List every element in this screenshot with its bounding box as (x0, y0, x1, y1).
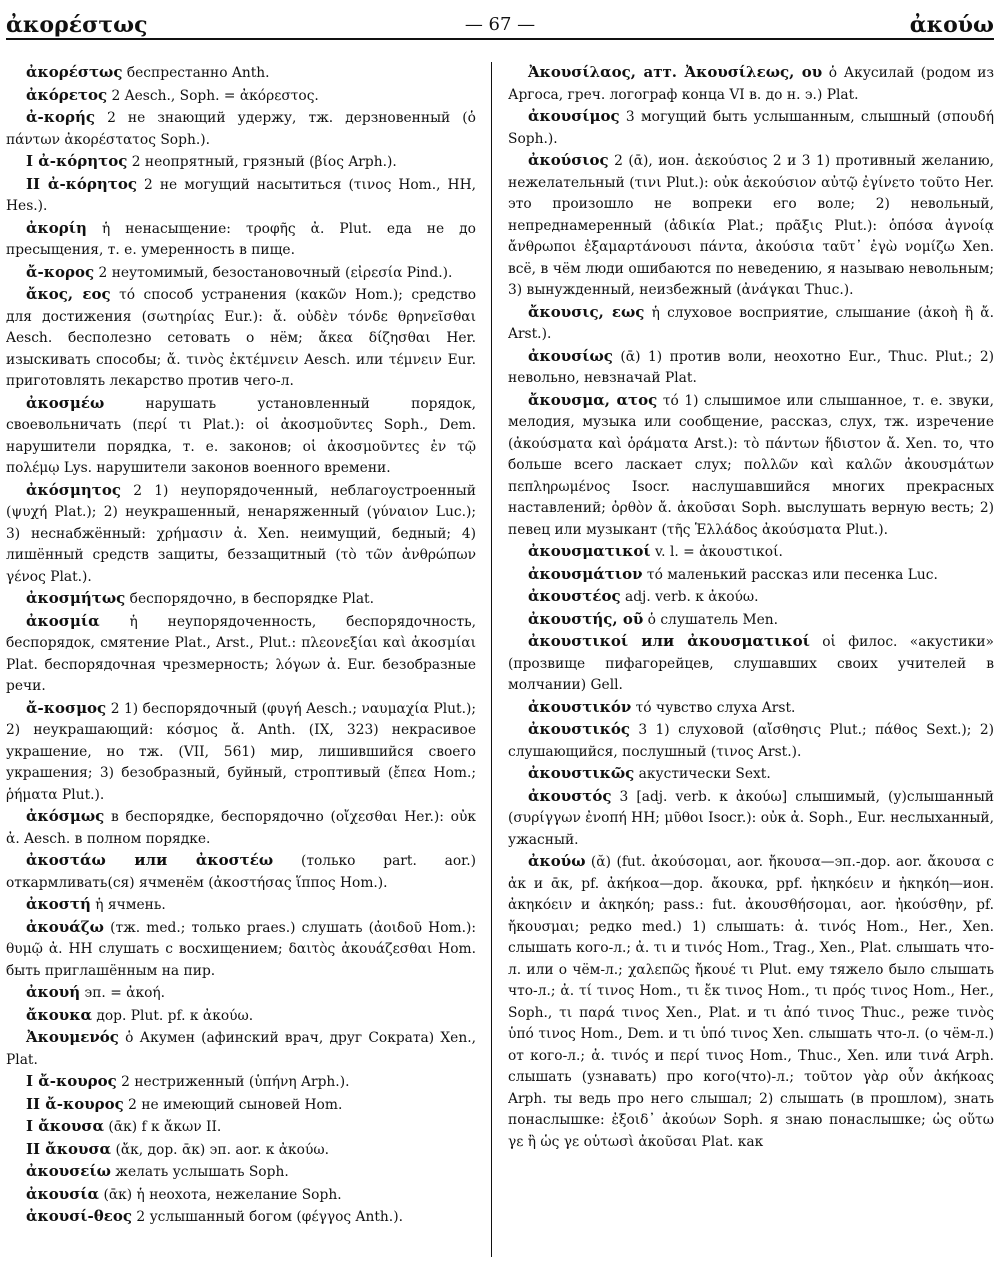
entry-definition: ἡ ячмень. (90, 897, 166, 913)
entry-definition: ὁ Акусилай (родом из Аргоса, греч. логограф конца VI в. до н. э.) Plat. (508, 65, 994, 103)
entry-definition: нарушать установленный порядок, своевольничать (περί τι Plat.): οἱ ἀκοσμοῦντες Soph., Dem. нарушители порядка, т. е. законов; οἱ ἀκοσμοῦντες ἐν τῷ πολέμῳ Lys. нарушители законов военного времени. (6, 395, 476, 476)
entry-headword: ἄ-κοσμος (26, 698, 107, 717)
entry-headword: ἄ-κορος (26, 262, 95, 281)
dictionary-entry (6, 62, 476, 85)
column-divider (491, 62, 492, 1257)
dictionary-entry (6, 1071, 476, 1094)
entry-definition: ἡ слуховое восприятие, слышание (ἀκοὴ ἢ ἄ. Arst.). (508, 304, 994, 342)
entry-definition: (только part. aor.) откармливать(ся) ячменём (ἀκοστήσας ἵππος Hom.). (6, 853, 476, 891)
dictionary-entry (508, 390, 994, 542)
entry-definition: беспорядочно, в беспорядке Plat. (125, 591, 374, 607)
dictionary-entry (6, 611, 476, 698)
dictionary-entry (6, 151, 476, 174)
dictionary-entry (508, 851, 994, 1153)
dictionary-entry (508, 631, 994, 697)
entry-definition: ἡ неупорядоченность, беспорядочность, беспорядок, смятение Plat., Arst., Plut.: πλεονεξίαι καὶ ἀκοσμίαι Plat. беспорядочная чрезмерность; λόγων ἀ. Eur. безобразные речи. (6, 613, 476, 694)
entry-headword: ἀκορίη (26, 218, 87, 237)
dictionary-entry (6, 284, 476, 393)
entry-headword: ἀ-κορής (26, 108, 96, 126)
dictionary-entry (6, 1027, 476, 1071)
entry-headword: ἀκουστικόν (528, 697, 632, 716)
entry-definition: τό 1) слышимое или слышанное, т. е. звуки, мелодия, музыка или сообщение, рассказ, слух, тж. изречение (ἀκούσματα καὶ ὁράματα Arst.): τὸ πάντων ἥδιστον ἄ. Xen. то, что больше всего ласкает слух; πολλῶν καὶ καλῶν ἀκουσμάτων πεπληρωμένος Isocr. наслушавшийся многих прекрасных наставлений; ὀρθὸν ἄ. ἀκοῦσαι Soph. выслушать верную весть; 2) певец или музыкант (τῆς Ἑλλάδος ἀκούσματα Plut.). (508, 392, 994, 538)
entry-definition: 2 Aesch., Soph. = ἀκόρεστος. (107, 87, 319, 104)
entry-headword: II ἀ-κόρητος (26, 174, 138, 193)
entry-headword: ἄκουσμα, ατος (528, 390, 658, 409)
dictionary-entry (508, 719, 994, 763)
entry-headword: ἀκουστικῶς (528, 764, 635, 782)
entry-definition: ὁ Акумен (афинский врач, друг Сократа) Xen., Plat. (6, 1030, 476, 1068)
entry-headword: ἀκουστής, οῦ (528, 609, 644, 628)
entry-headword: ἀκόρετος (26, 85, 108, 104)
dictionary-entry (6, 982, 476, 1005)
entry-headword: ἀκουσία (26, 1184, 100, 1203)
dictionary-entry (6, 806, 476, 850)
entry-headword: ἀκουστός (528, 786, 612, 805)
dictionary-entry (6, 393, 476, 480)
entry-definition: ἡ ненасыщение: τροφῆς ἀ. Plut. еда не до пресыщения, т. е. умеренность в пище. (6, 220, 476, 258)
dictionary-entry (6, 698, 476, 807)
entry-headword: ἀκοσμέω (26, 393, 105, 412)
dictionary-entry (508, 302, 994, 346)
entry-definition: 2 1) беспорядочный (φυγή Aesch.; ναυμαχία Plut.); 2) неукрашающий: κόσμος ἄ. Anth. (IX, 323) некрасивое украшение, но тж. (VII, 561) мир, лишившийся своего украшения; 3) безобразный, буйный, строптивый (ἔπεα Hom.; ῥήματα Plut.). (6, 700, 476, 803)
entry-headword: ἀκουσίμος (528, 107, 620, 125)
entry-definition: 3 могущий быть услышанным, слышный (σπουδή Soph.). (508, 109, 994, 147)
dictionary-entry (6, 1206, 476, 1229)
right-column (508, 62, 994, 1257)
entry-definition: 2 не знающий удержу, тж. дерзновенный (ὁ πάντων ἀκορέστατος Soph.). (6, 110, 476, 148)
dictionary-entry (6, 917, 476, 983)
dictionary-entry (6, 588, 476, 611)
dictionary-entry (508, 697, 994, 720)
entry-headword: I ἀ-κόρητος (26, 152, 128, 170)
entry-definition: 2 неопрятный, грязный (βίος Arph.). (127, 154, 397, 170)
entry-headword: ἀκόσμητος (26, 480, 121, 499)
entry-definition: 2 (ᾱ), ион. ἀεκούσιος 2 и 3 1) противный желанию, нежелательный (τινι Plut.): οὐκ ἀεκούσιον αὐτῷ ἐγίνετο τοῦτο Her. это произошло не вопреки его воле; 2) невольный, непреднамеренный (ἀδικία Plat.; πρᾶξις Plut.): ὁπόσα ἀγνοίᾳ ἄνθρωποι ἐξαμαρτάνουσι πάντα, ἀκούσια ταῦτ᾽ ἐγὼ νομίζω Xen. всё, в чём люди ошибаются по неведению, я называю невольным; 3) вынужденный, неизбежный (ἀνάγκαι Thuc.). (508, 153, 994, 298)
entry-headword: I ἄκουσα (26, 1117, 105, 1135)
dictionary-entry (6, 85, 476, 108)
dictionary-entry (508, 586, 994, 609)
entry-definition: 2 неутомимый, безостановочный (εἰρεσία Pind.). (94, 264, 453, 281)
entry-headword: II ἄκουσα (26, 1139, 112, 1158)
entry-definition: v. l. = ἀκουστικοί. (650, 544, 783, 560)
dictionary-entry (6, 262, 476, 285)
entry-headword: ἀκουσί-θεος (26, 1207, 133, 1225)
entry-definition: τό чувство слуха Arst. (631, 699, 796, 716)
entry-headword: ἀκούω (528, 852, 586, 870)
entry-definition: 2 услышанный богом (φέγγος Anth.). (132, 1209, 403, 1225)
entry-headword: ἀκοστάω или ἀκοστέω (26, 851, 274, 869)
dictionary-entry (508, 106, 994, 150)
dictionary-entry (6, 1094, 476, 1117)
dictionary-entry (6, 1005, 476, 1028)
dictionary-entry (508, 346, 994, 390)
dictionary-entry (6, 894, 476, 917)
entry-headword: ἀκορέστως (26, 63, 123, 81)
entry-headword: ἀκοσμία (26, 611, 100, 630)
entry-definition: 2 1) неупорядоченный, неблагоустроенный (ψυχή Plat.); 2) неукрашенный, ненаряженный (γύναιον Luc.); 3) неснабжённый: χρήμασιν ἀ. Xen. неимущий, бедный; 4) лишённый средств защиты, беззащитный (τὸ τῶν ἀνθρώπων γένος Plat.). (6, 482, 476, 585)
dictionary-entry (6, 480, 476, 589)
entry-definition: (ᾱ) 1) против воли, неохотно Eur., Thuc. Plut.; 2) невольно, невзначай Plat. (508, 348, 994, 386)
entry-headword: ἀκουστικός (528, 720, 630, 738)
entry-definition: (ᾰ) (fut. ἀκούσομαι, aor. ἤκουσα—эп.-дор. aor. ἄκουσα с ἀκ и ᾱκ, pf. ἀκήκοα—дор. ἄκουκα, ppf. ἠκηκόειν и ἠκηκόη—ион. ἀκηκόειν и ἀκηκόη; pass.: fut. ἀκουσθήσομαι, aor. ἠκούσθην, pf. ἤκουσμαι; редко med.) 1) слышать: ἀ. τινός Hom., Her., Xen. слышать кого-л.; ἀ. τι и τινός Hom., Trag., Xen., Plat. слышать что-л. или о чём-л.; χαλεπῶς ἤκουέ τι Plut. ему тяжело было слышать что-л.; ἀ. τί τινος Hom., τι ἔκ τινος Hom., τι πρός τινος Hom., Her., Soph., τι παρά τινος Xen., Plat. и τι ἀπό τινος Thuc., реже τινὸς ὑπό τινος Hom., Dem. и τι ὑπό τινος Xen. слышать что-л. (о чём-л.) от кого-л.; ἀ. τινός и περί τινος Hom., Thuc., Xen. или τινά Arph. слышать (узнавать) про кого(что)-л.; τοῦτον γὰρ οὖν ἀκήκοας Arph. ты ведь про него слышал; 2) слышать (в прошлом), знать понаслышке: ἐξοιδ᾽ ἀκούων Soph. я знаю понаслышке; ὡς οὕτω γε ἢ ὡς γε οὑτωσὶ ἀκοῦσαι Plat. как (508, 854, 994, 1150)
entry-headword: ἄκουσις, εως (528, 302, 645, 321)
entry-definition: желать услышать Soph. (110, 1164, 289, 1180)
entry-definition: 3 [adj. verb. к ἀκούω] слышимый, (у)слышанный (συρίγγων ἐνοπή HH; μῦθοι Isocr.): οὐκ ἀ. Soph., Eur. неслыханный, ужасный. (508, 788, 994, 848)
dictionary-entry (508, 786, 994, 852)
dictionary-entry (508, 541, 994, 564)
entry-headword: ἀκουσίως (528, 346, 613, 365)
entry-definition: οἱ филос. «акустики» (прозвище пифагорейцев, слушавших своих учителей в молчании) Gell. (508, 634, 994, 693)
entry-definition: акустически Sext. (634, 766, 771, 782)
entry-definition: adj. verb. к ἀκούω. (620, 589, 759, 605)
entry-headword: ἀκουή (26, 983, 81, 1001)
dictionary-entry (6, 1139, 476, 1162)
entry-headword: ἀκουσείω (26, 1162, 111, 1180)
entry-definition: (тж. med.; только praes.) слушать (ἀοιδοῦ Hom.): θυμῷ ἀ. HH слушать с восхищением; δαιτὸς ἀκουάζεσθαι Hom. быть приглашённым на пир. (6, 919, 476, 979)
entry-headword: ἀκουστέος (528, 587, 621, 605)
entry-definition: (ᾱκ) f к ἄκων II. (104, 1119, 222, 1135)
entry-headword: ἀκοσμήτως (26, 589, 126, 607)
entry-definition: (ᾱκ) ἡ неохота, нежелание Soph. (99, 1186, 342, 1203)
dictionary-entry (6, 1184, 476, 1207)
left-column (6, 62, 476, 1257)
entry-definition: в беспорядке, беспорядочно (οἴχεσθαι Her.): οὐκ ἀ. Aesch. в полном порядке. (6, 809, 476, 847)
entry-definition: дор. Plut. pf. к ἀκούω. (91, 1007, 254, 1024)
dictionary-entry (6, 1116, 476, 1139)
entry-headword: ἄκος, εος (26, 285, 111, 303)
dictionary-entry (6, 218, 476, 262)
entry-definition: τό маленький рассказ или песенка Luc. (642, 566, 938, 583)
dictionary-entry (508, 62, 994, 106)
entry-headword: ἀκουσματικοί (528, 542, 651, 560)
entry-headword: ἀκουστικοί или ἀκουσματικοί (528, 632, 810, 650)
dictionary-entry (508, 564, 994, 587)
dictionary-entry (6, 107, 476, 151)
entry-headword: ἀκοστή (26, 895, 91, 913)
page-header (6, 8, 994, 40)
entry-definition: τό способ устранения (κακῶν Hom.); средство для достижения (σωτηρίας Eur.): ἄ. οὐδὲν τόνδε θρηνεῖσθαι Aesch. бесполезно сетовать о нём; ἄκεα δίζησθαι Her. изыскивать способы; ἄ. τινὸς ἐκτέμνειν Aesch. или τέμνειν Eur. приготовлять лекарство против чего-л. (6, 287, 476, 389)
entry-headword: ἄκουκα (26, 1005, 92, 1024)
running-head-left: ἀκορέστως (6, 12, 148, 38)
entry-headword: I ἄ-κουρος (26, 1072, 117, 1090)
dictionary-entry (508, 150, 994, 302)
entry-definition: 3 1) слуховой (αἴσθησις Plut.; πάθος Sext.); 2) слушающийся, послушный (τινος Arst.). (508, 722, 994, 760)
dictionary-entry (6, 850, 476, 894)
dictionary-entry (6, 174, 476, 218)
entry-headword: ἀκουσμάτιον (528, 564, 643, 583)
dictionary-entry (6, 1161, 476, 1184)
dictionary-entry (508, 763, 994, 786)
page-number: — 67 — (464, 14, 536, 35)
entry-definition: ὁ слушатель Men. (643, 611, 779, 628)
entry-definition: 2 не имеющий сыновей Hom. (123, 1096, 343, 1113)
entry-headword: ἀκουάζω (26, 917, 104, 936)
entry-headword: Ἀκουσίλαος, атт. Ἀκουσίλεως, ου (528, 63, 823, 81)
entry-definition: 2 нестриженный (ὑπήνη Arph.). (116, 1074, 350, 1090)
entry-definition: эп. = ἀκοή. (80, 985, 166, 1001)
entry-definition: (ἄκ, дор. ᾱκ) эп. aor. к ἀκούω. (111, 1141, 330, 1158)
running-head-right: ἀκούω (909, 12, 994, 38)
entry-headword: ἀκόσμως (26, 807, 105, 825)
entry-definition: 2 не могущий насытиться (τινος Hom., HH, Hes.). (6, 176, 476, 214)
entry-headword: Ἀκουμενός (26, 1028, 119, 1046)
dictionary-entry (508, 609, 994, 632)
entry-definition: беспрестанно Anth. (122, 65, 270, 81)
entry-headword: ἀκούσιος (528, 151, 609, 169)
entry-headword: II ἄ-κουρος (26, 1094, 124, 1113)
